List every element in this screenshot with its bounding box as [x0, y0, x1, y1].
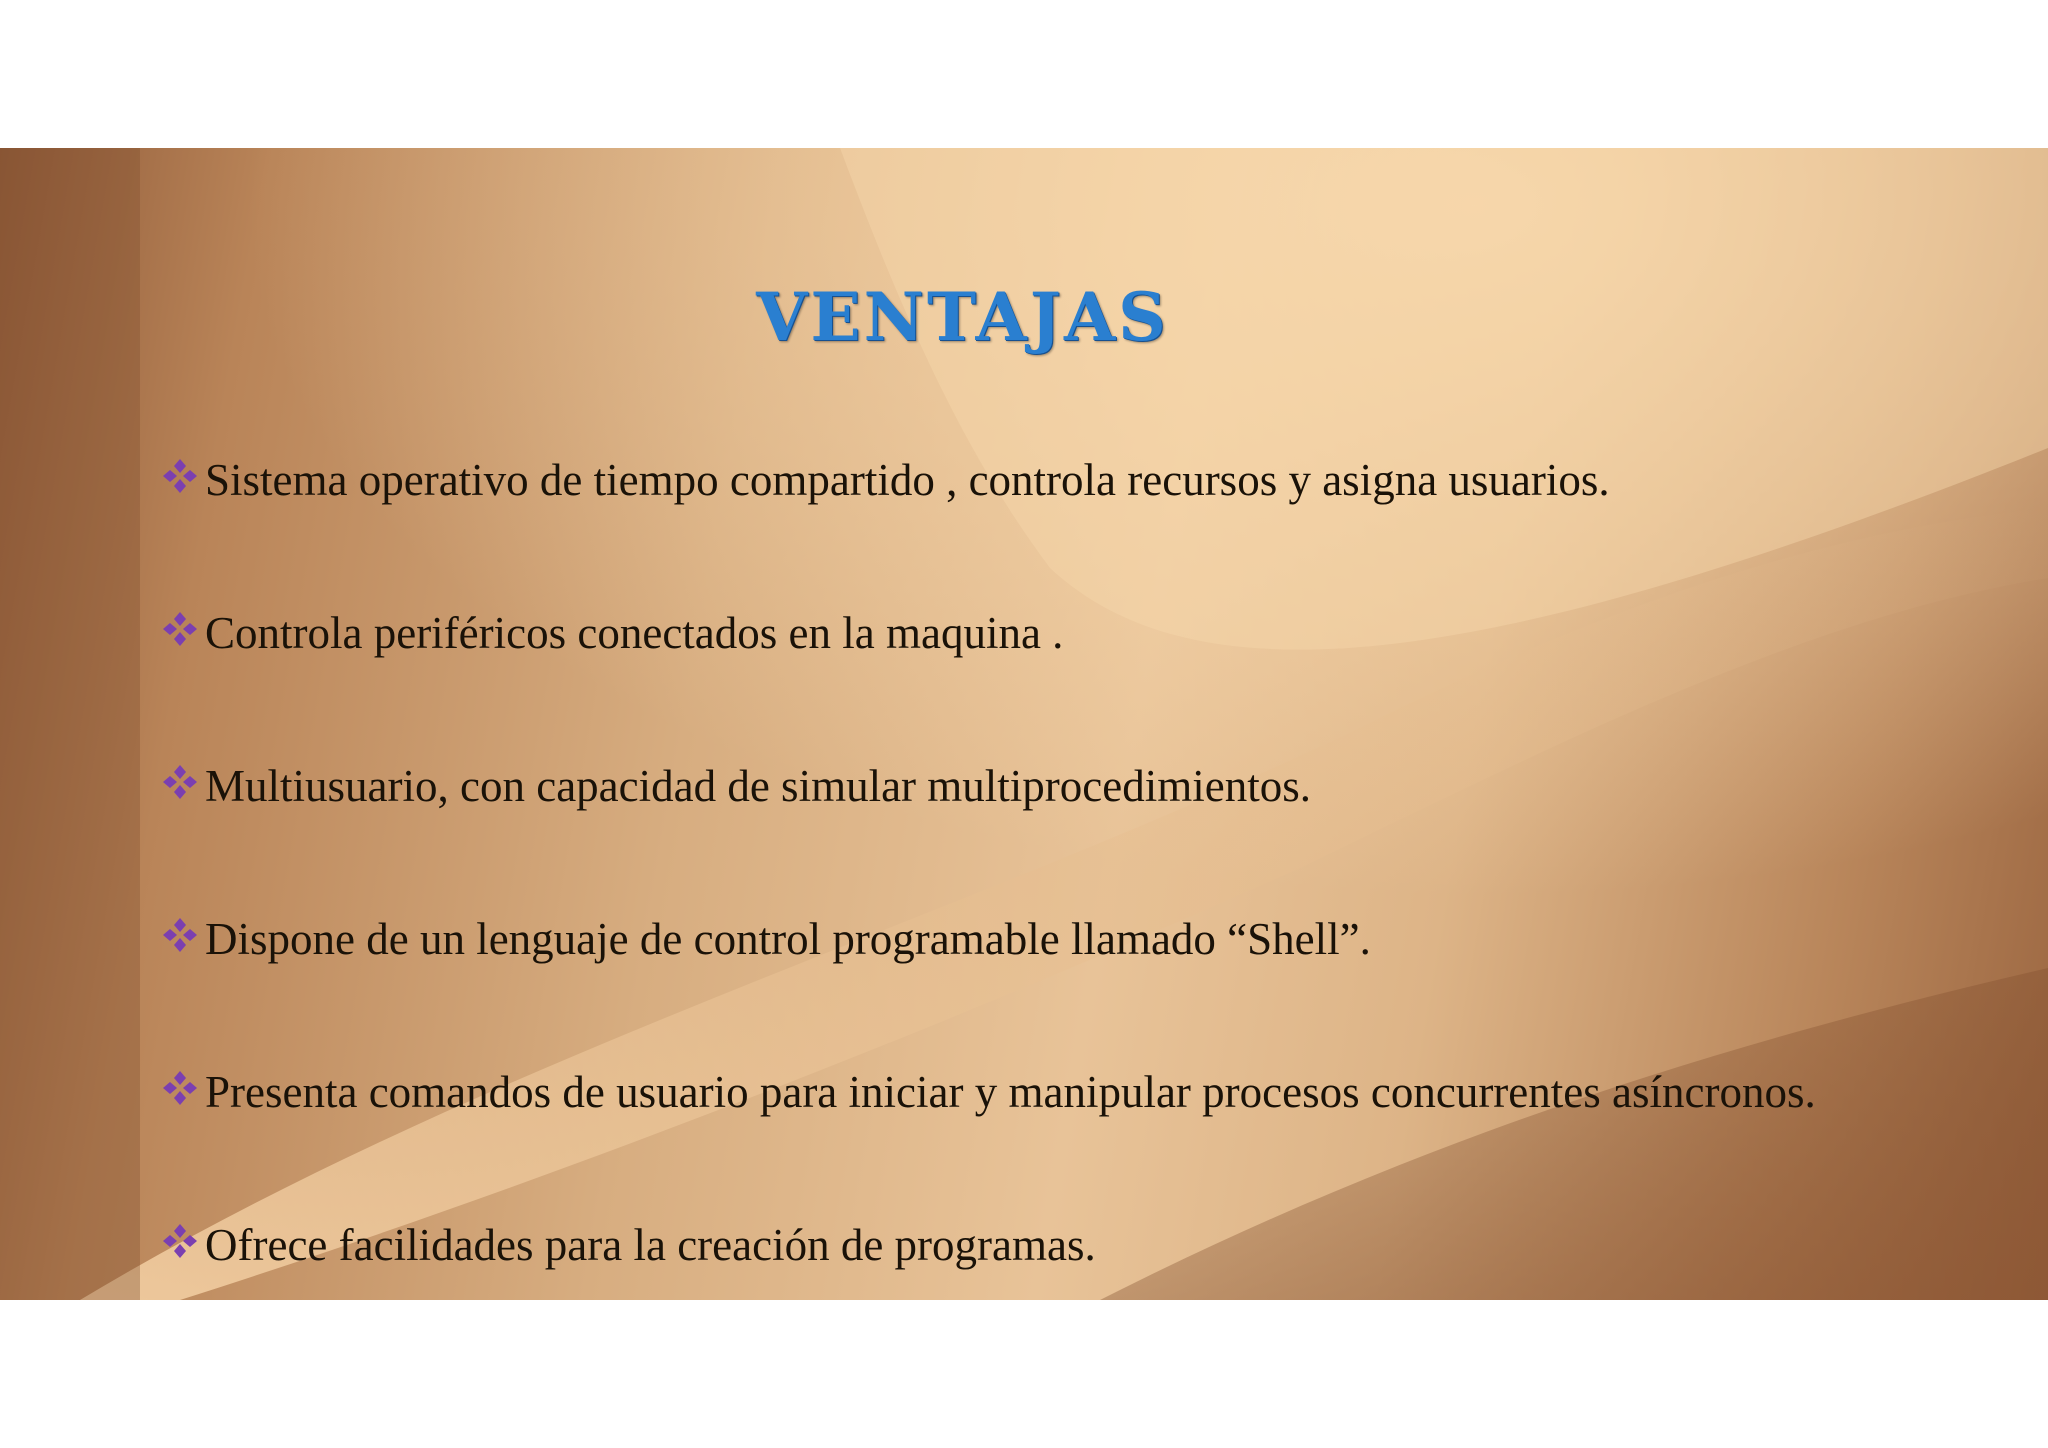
bullet-text: Multiusuario, con capacidad de simular multiprocedimientos. — [205, 760, 1311, 811]
four-diamond-icon — [160, 762, 200, 802]
list-item — [160, 556, 1816, 709]
list-item — [160, 862, 1816, 1015]
bullet-text: Sistema operativo de tiempo compartido , controla recursos y asigna usuarios. — [205, 454, 1610, 505]
bullet-text: Ofrece facilidades para la creación de programas. — [205, 1219, 1096, 1270]
four-diamond-icon — [160, 1068, 200, 1108]
four-diamond-icon — [160, 456, 200, 496]
bullet-text: Dispone de un lenguaje de control programable llamado “Shell”. — [205, 913, 1371, 964]
four-diamond-icon — [160, 1221, 200, 1261]
four-diamond-icon — [160, 609, 200, 649]
list-item — [160, 403, 1816, 556]
slide — [0, 148, 2048, 1300]
bullet-list — [160, 403, 1816, 1300]
list-item — [160, 1015, 1816, 1168]
slide-title: VENTAJAS — [756, 278, 1169, 356]
four-diamond-icon — [160, 915, 200, 955]
list-item — [160, 1168, 1816, 1300]
list-item — [160, 709, 1816, 862]
bullet-text: Controla periféricos conectados en la maquina . — [205, 607, 1064, 658]
bullet-text: Presenta comandos de usuario para iniciar y manipular procesos concurrentes asíncronos. — [205, 1066, 1816, 1117]
